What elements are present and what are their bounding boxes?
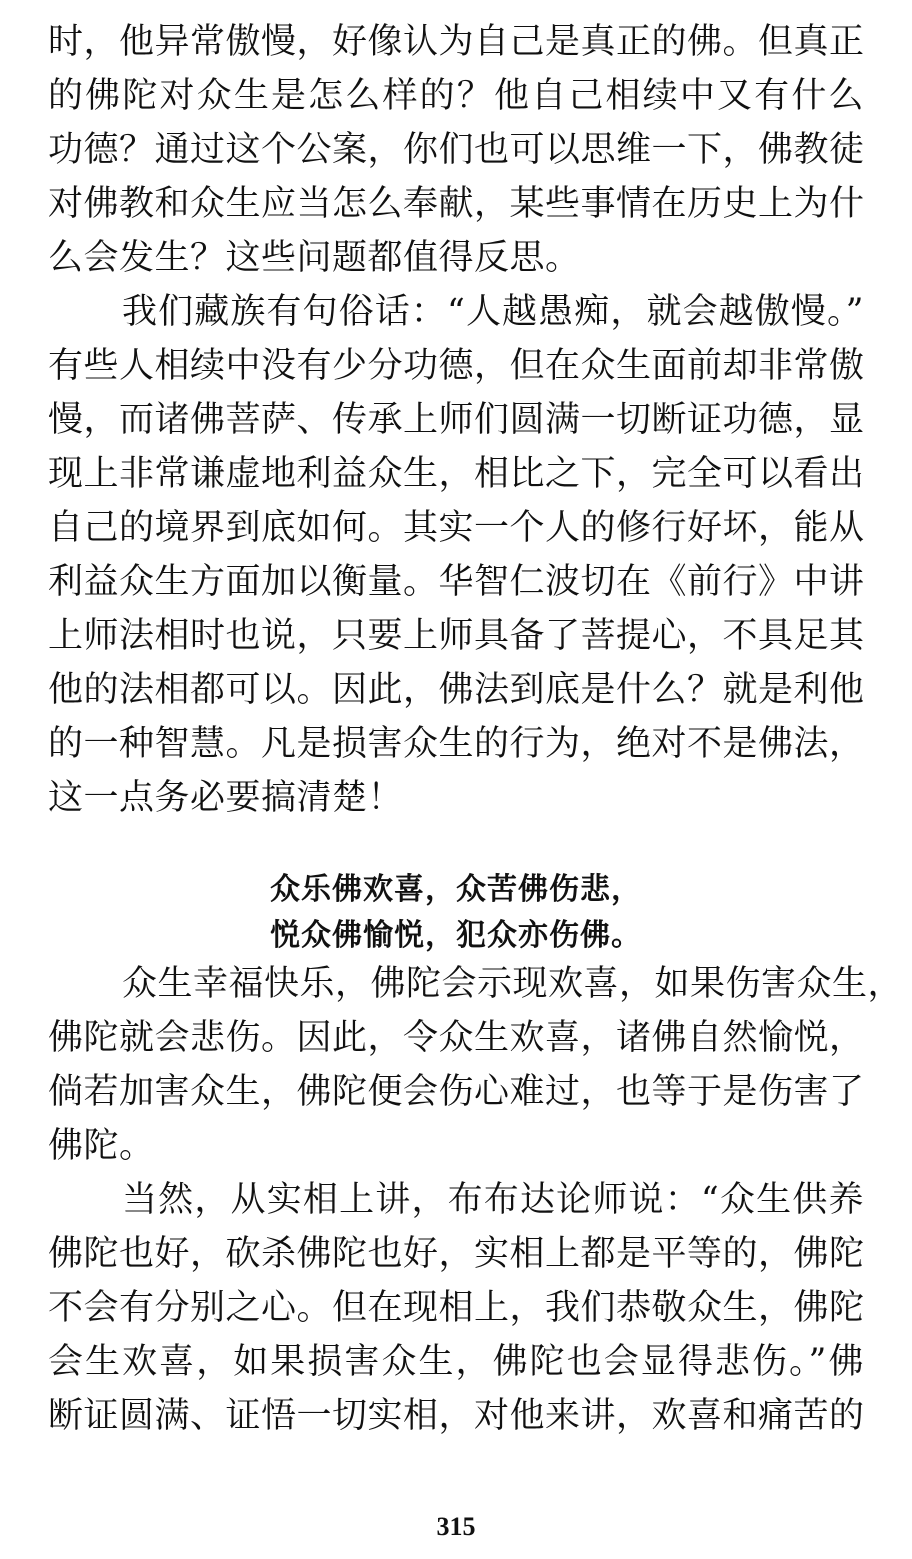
paragraph-2-line-6: 利益众生方面加以衡量。华智仁波切在《前行》中讲	[48, 562, 865, 602]
paragraph-3-line-2: 佛陀就会悲伤。因此，令众生欢喜，诸佛自然愉悦，	[48, 1018, 865, 1058]
paragraph-4-line-5: 断证圆满、证悟一切实相，对他来讲，欢喜和痛苦的	[48, 1396, 865, 1436]
paragraph-1-line-5: 么会发生？这些问题都值得反思。	[48, 238, 581, 278]
page-number: 315	[436, 1512, 476, 1541]
paragraph-3-line-4: 佛陀。	[48, 1126, 155, 1166]
paragraph-4-line-1: 当然，从实相上讲，布布达论师说：“众生供养	[122, 1180, 864, 1220]
paragraph-2-line-3: 慢，而诸佛菩萨、传承上师们圆满一切断证功德，显	[48, 400, 865, 440]
paragraph-1-line-4: 对佛教和众生应当怎么奉献，某些事情在历史上为什	[48, 184, 865, 224]
paragraph-3-line-3: 倘若加害众生，佛陀便会伤心难过，也等于是伤害了	[48, 1072, 865, 1112]
paragraph-2-line-8: 他的法相都可以。因此，佛法到底是什么？就是利他	[48, 670, 865, 710]
paragraph-2-line-2: 有些人相续中没有少分功德，但在众生面前却非常傲	[48, 346, 865, 386]
paragraph-1-line-2: 的佛陀对众生是怎么样的？他自己相续中又有什么	[48, 76, 864, 116]
paragraph-1-line-1: 时，他异常傲慢，好像认为自己是真正的佛。但真正	[48, 22, 865, 62]
paragraph-2-line-5: 自己的境界到底如何。其实一个人的修行好坏，能从	[48, 508, 865, 548]
paragraph-2-line-10: 这一点务必要搞清楚！	[48, 778, 404, 818]
paragraph-2-line-9: 的一种智慧。凡是损害众生的行为，绝对不是佛法，	[48, 724, 865, 764]
verse-line-1: 众乐佛欢喜，众苦佛伤悲，	[270, 872, 642, 907]
paragraph-1-line-3: 功德？通过这个公案，你们也可以思维一下，佛教徒	[48, 130, 865, 170]
paragraph-2-line-7: 上师法相时也说，只要上师具备了菩提心，不具足其	[48, 616, 865, 656]
paragraph-2-line-4: 现上非常谦虚地利益众生，相比之下，完全可以看出	[48, 454, 865, 494]
paragraph-4-line-3: 不会有分别之心。但在现相上，我们恭敬众生，佛陀	[48, 1288, 865, 1328]
paragraph-4-line-4: 会生欢喜，如果损害众生，佛陀也会显得悲伤。”佛	[48, 1342, 864, 1382]
verse-line-2: 悦众佛愉悦，犯众亦伤佛。	[270, 918, 642, 953]
paragraph-4-line-2: 佛陀也好，砍杀佛陀也好，实相上都是平等的，佛陀	[48, 1234, 865, 1274]
paragraph-3-line-1: 众生幸福快乐，佛陀会示现欢喜，如果伤害众生，	[122, 964, 904, 1004]
paragraph-2-line-1: 我们藏族有句俗话：“人越愚痴，就会越傲慢。”	[122, 292, 864, 332]
